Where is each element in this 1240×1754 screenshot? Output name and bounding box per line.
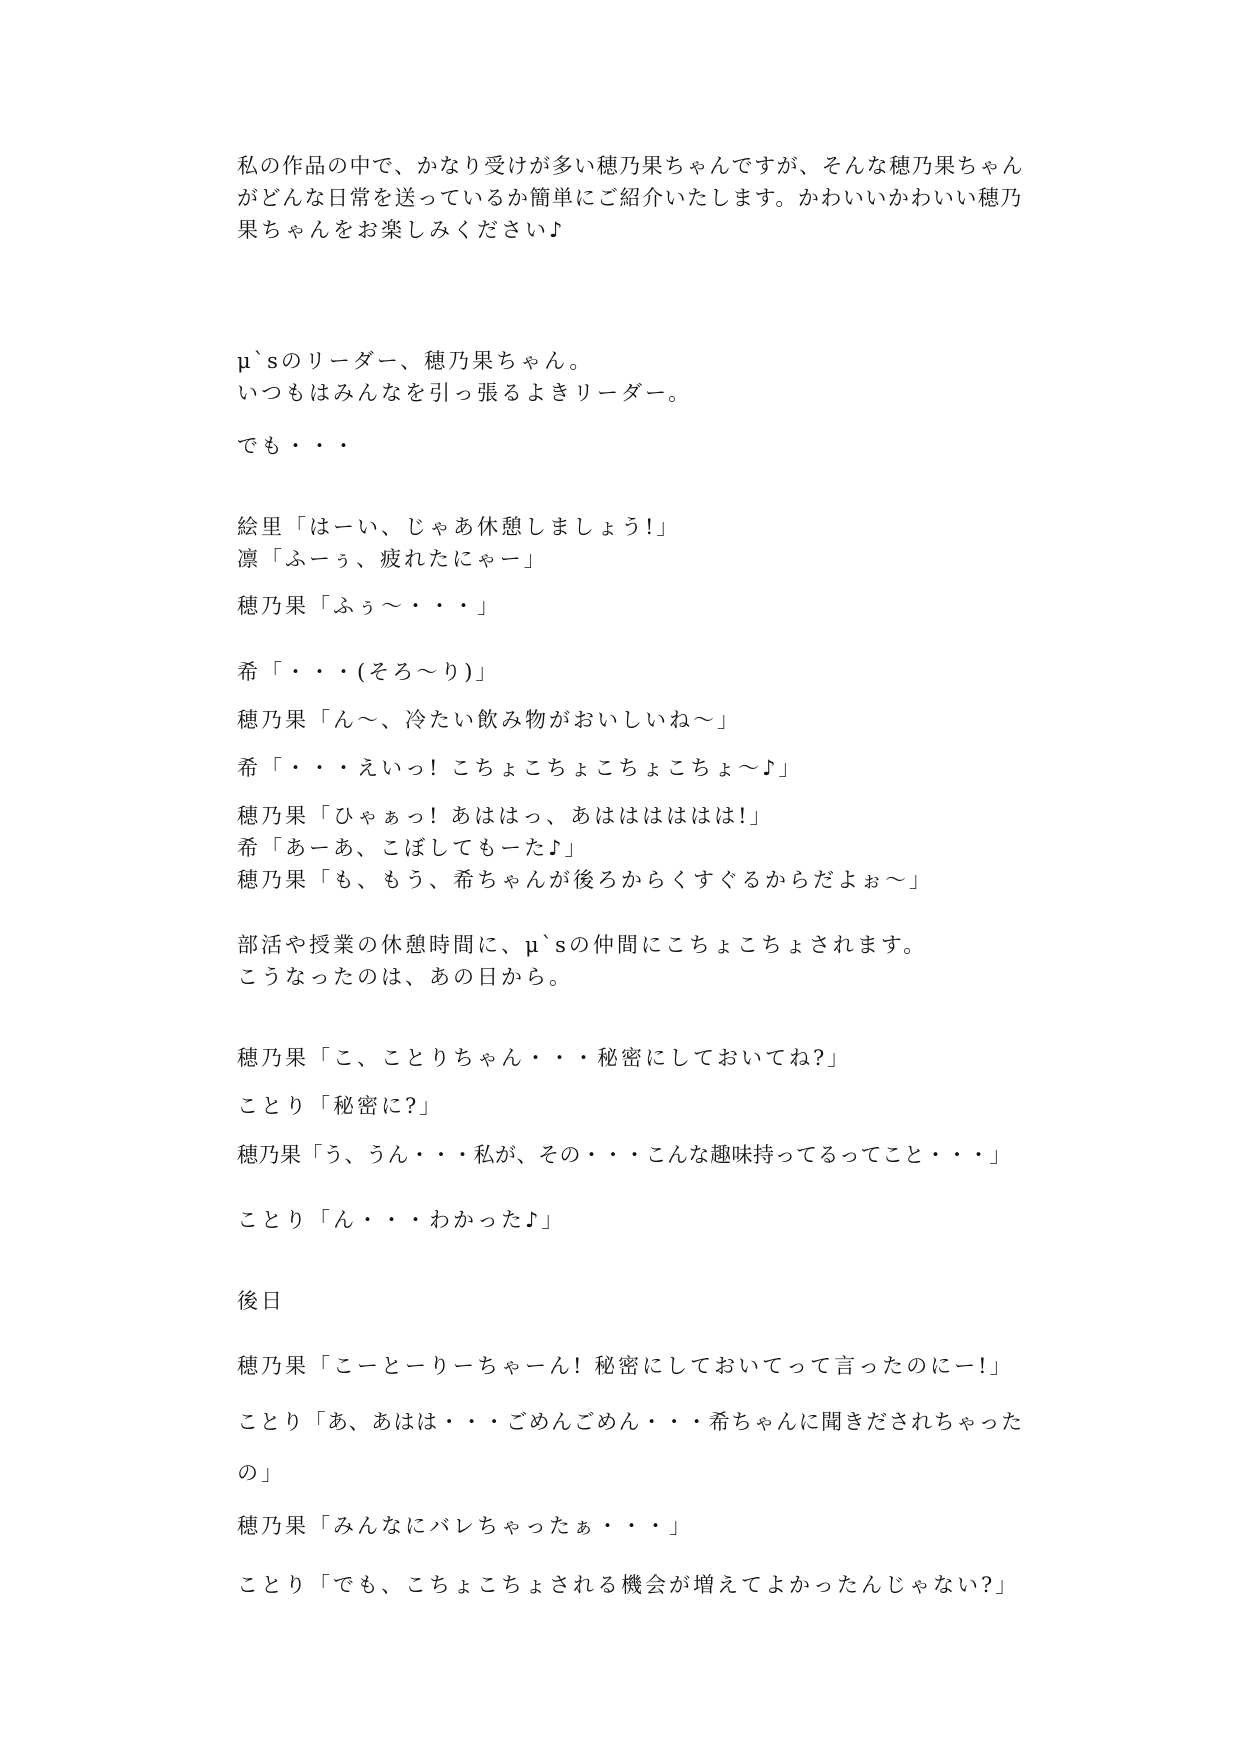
narration-line: でも・・・ [237,434,357,458]
dialogue-line: 希「・・・えいっ! こちょこちょこちょこちょ〜♪」 [237,756,803,780]
intro-line-2: がどんな日常を送っているか簡単にご紹介いたします。かわいいかわいい穂乃 [237,186,1023,210]
narration-line: μ`sのリーダー、穂乃果ちゃん。 [237,349,594,373]
narration-line: 部活や授業の休憩時間に、μ`sの仲間にこちょこちょされます。 [237,933,928,957]
narration-line: こうなったのは、あの日から。 [237,965,573,989]
dialogue-line: ことり「でも、こちょこちょされる機会が増えてよかったんじゃない?」 [237,1573,1020,1597]
dialogue-line: 穂乃果「ひゃぁっ! あははっ、あはははははは!」 [237,804,774,828]
dialogue-line: ことり「あ、あはは・・・ごめんごめん・・・希ちゃんに聞きだされちゃった [237,1410,1024,1434]
dialogue-line: ことり「ん・・・わかった♪」 [237,1208,566,1232]
narration-line: 後日 [237,1289,285,1313]
dialogue-line: 穂乃果「ふぅ〜・・・」 [237,594,501,618]
dialogue-line: 穂乃果「ん〜、冷たい飲み物がおいしいね〜」 [237,708,741,732]
intro-line-3: 果ちゃんをお楽しみください♪ [237,218,566,242]
dialogue-line: ことり「秘密に?」 [237,1094,444,1118]
dialogue-line: 絵里「はーい、じゃあ休憩しましょう!」 [237,515,681,539]
narration-line: いつもはみんなを引っ張るよきリーダー。 [237,381,693,405]
dialogue-line: 穂乃果「みんなにバレちゃったぁ・・・」 [237,1514,693,1538]
dialogue-line: 凛「ふーぅ、疲れたにゃー」 [237,547,548,571]
dialogue-line: 希「あーあ、こぼしてもーた♪」 [237,836,589,860]
dialogue-line: 希「・・・(そろ〜り)」 [237,660,500,684]
dialogue-line: の」 [237,1461,285,1485]
dialogue-line: 穂乃果「こ、ことりちゃん・・・秘密にしておいてね?」 [237,1046,852,1070]
intro-line-1: 私の作品の中で、かなり受けが多い穂乃果ちゃんですが、そんな穂乃果ちゃん [237,154,1025,178]
dialogue-line: 穂乃果「こーとーりーちゃーん! 秘密にしておいてって言ったのにー!」 [237,1354,1014,1378]
dialogue-line: 穂乃果「う、うん・・・私が、その・・・こんな趣味持ってるってこと・・・」 [237,1143,1011,1167]
dialogue-line: 穂乃果「も、もう、希ちゃんが後ろからくすぐるからだよぉ〜」 [237,868,933,892]
